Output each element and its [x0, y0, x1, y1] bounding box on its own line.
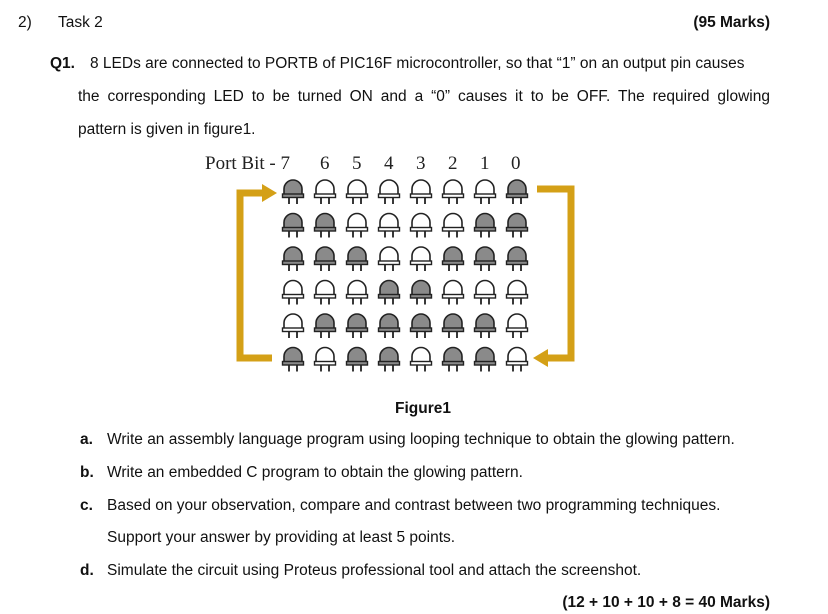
right-arrowhead [262, 184, 277, 202]
led-r4-b2 [443, 281, 464, 305]
bit-label-1: 1 [480, 153, 490, 174]
led-r4-b1 [475, 281, 496, 305]
led-r1-b3 [411, 180, 432, 204]
led-r1-b4 [379, 180, 400, 204]
led-r5-b2 [443, 314, 464, 338]
item-c-continuation: Support your answer by providing at least 5 points. [107, 529, 456, 546]
led-r2-b4 [379, 214, 400, 238]
led-r3-b7 [283, 247, 304, 271]
led-r4-b0 [507, 281, 528, 305]
item-c-letter: c. [80, 497, 93, 514]
led-r1-b7 [283, 180, 304, 204]
bit-label-6: 6 [320, 153, 330, 174]
led-r3-b5 [347, 247, 368, 271]
led-r2-b7 [283, 214, 304, 238]
led-r6-b7 [283, 348, 304, 372]
led-r3-b3 [411, 247, 432, 271]
led-r1-b2 [443, 180, 464, 204]
question-line-3: pattern is given in figure1. [78, 121, 256, 138]
led-r2-b3 [411, 214, 432, 238]
led-r4-b6 [315, 281, 336, 305]
bit-label-4: 4 [384, 153, 394, 174]
led-r2-b2 [443, 214, 464, 238]
led-r3-b2 [443, 247, 464, 271]
led-r5-b0 [507, 314, 528, 338]
question-label: Q1. [50, 55, 75, 72]
item-d-text: Simulate the circuit using Proteus professional tool and attach the screenshot. [107, 562, 642, 579]
left-arrowhead [533, 349, 548, 367]
port-bit-label: Port Bit - 7 [205, 153, 290, 174]
led-r5-b4 [379, 314, 400, 338]
led-r6-b0 [507, 348, 528, 372]
led-r5-b5 [347, 314, 368, 338]
led-r2-b5 [347, 214, 368, 238]
led-r2-b6 [315, 214, 336, 238]
item-b-letter: b. [80, 464, 94, 481]
led-r5-b1 [475, 314, 496, 338]
led-r3-b4 [379, 247, 400, 271]
led-r3-b0 [507, 247, 528, 271]
led-r6-b4 [379, 348, 400, 372]
task-title: Task 2 [58, 14, 103, 31]
led-grid [283, 180, 528, 372]
item-b-text: Write an embedded C program to obtain the glowing pattern. [107, 464, 523, 481]
task-number: 2) [18, 14, 32, 31]
led-r2-b0 [507, 214, 528, 238]
left-bracket-arrow [240, 193, 272, 358]
bit-label-3: 3 [416, 153, 426, 174]
led-r6-b1 [475, 348, 496, 372]
led-r4-b7 [283, 281, 304, 305]
led-r3-b6 [315, 247, 336, 271]
led-r3-b1 [475, 247, 496, 271]
item-a-text: Write an assembly language program using looping technique to obtain the glowing pattern. [107, 431, 735, 448]
led-r5-b6 [315, 314, 336, 338]
led-r6-b6 [315, 348, 336, 372]
led-r5-b3 [411, 314, 432, 338]
led-r6-b3 [411, 348, 432, 372]
led-r4-b4 [379, 281, 400, 305]
led-r1-b5 [347, 180, 368, 204]
item-a-letter: a. [80, 431, 93, 448]
figure-caption: Figure1 [395, 400, 451, 417]
led-r6-b5 [347, 348, 368, 372]
bit-label-0: 0 [511, 153, 521, 174]
led-r4-b3 [411, 281, 432, 305]
led-r6-b2 [443, 348, 464, 372]
led-r2-b1 [475, 214, 496, 238]
led-r1-b0 [507, 180, 528, 204]
right-bracket-arrow [537, 189, 571, 358]
task-marks: (95 Marks) [693, 14, 770, 31]
question-line-1: 8 LEDs are connected to PORTB of PIC16F microcontroller, so that “1” on an output pin causes [90, 55, 745, 72]
bit-label-5: 5 [352, 153, 362, 174]
bit-label-2: 2 [448, 153, 458, 174]
question-line-2: the corresponding LED to be turned ON and a “0” causes it to be OFF. The required glowing [78, 88, 770, 105]
total-marks: (12 + 10 + 10 + 8 = 40 Marks) [562, 594, 770, 611]
led-r5-b7 [283, 314, 304, 338]
led-r4-b5 [347, 281, 368, 305]
item-d-letter: d. [80, 562, 94, 579]
led-r1-b1 [475, 180, 496, 204]
item-c-text: Based on your observation, compare and contrast between two programming techniques. [107, 497, 721, 514]
led-r1-b6 [315, 180, 336, 204]
cycle-arrows [240, 184, 571, 367]
